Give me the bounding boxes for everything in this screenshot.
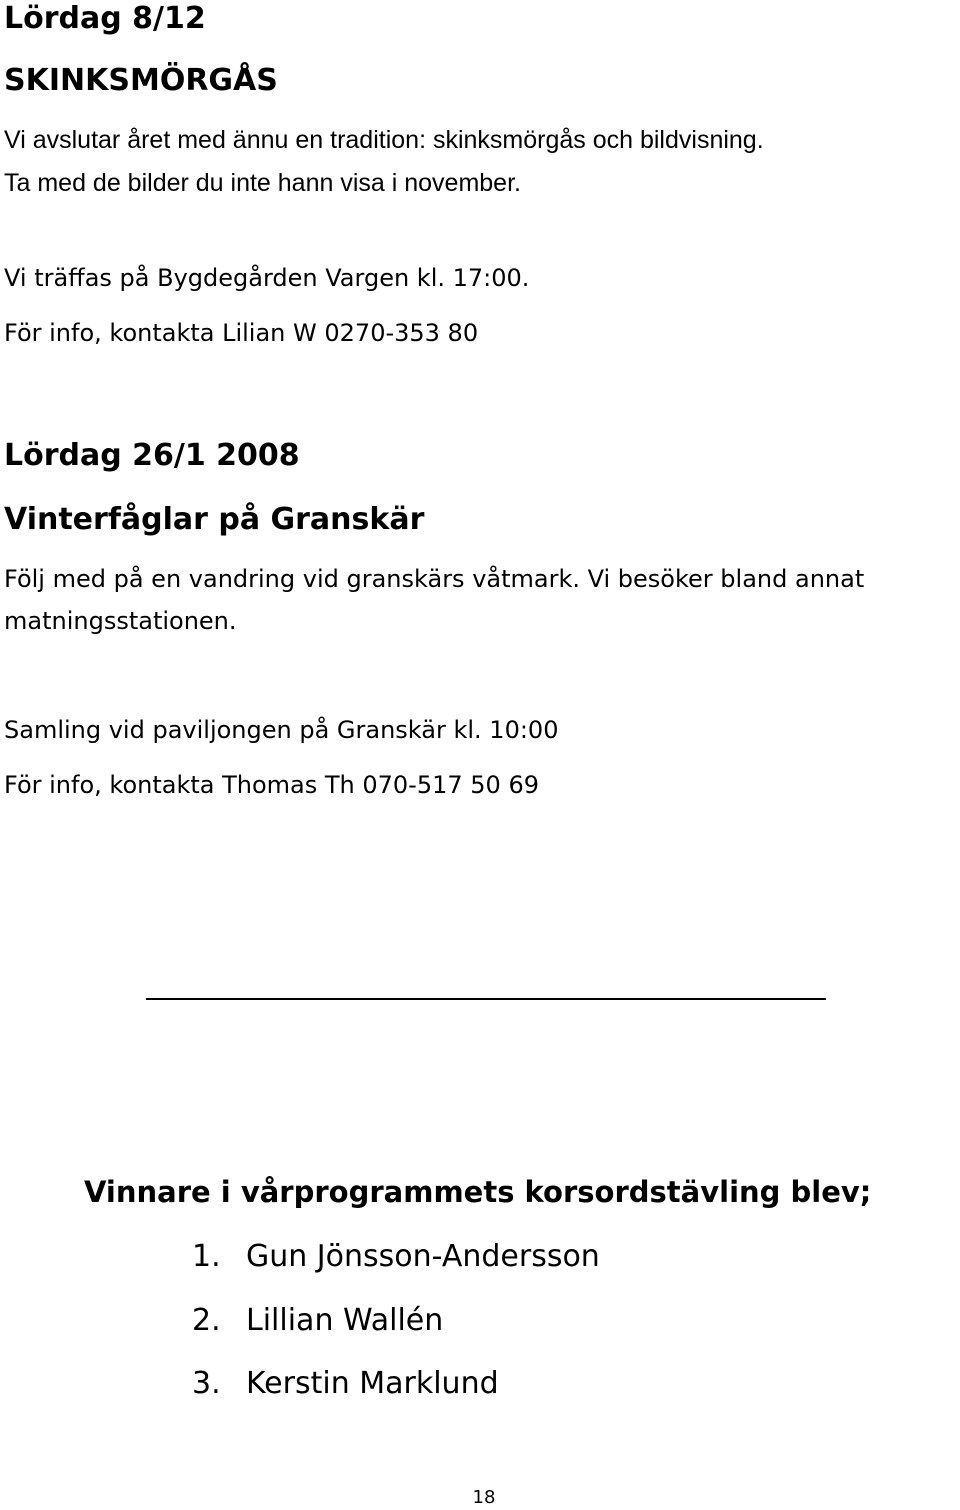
event1-meeting: Vi träffas på Bygdegården Vargen kl. 17:00.: [4, 264, 530, 292]
winner-name: Gun Jönsson-Andersson: [246, 1239, 600, 1274]
winner-number: 3.: [192, 1366, 221, 1401]
event1-contact: För info, kontakta Lilian W 0270-353 80: [4, 319, 479, 347]
winner-item: [192, 1239, 600, 1274]
winner-name: Lillian Wallén: [246, 1303, 444, 1338]
event1-date: Lördag 8/12: [4, 1, 206, 36]
event2-contact: För info, kontakta Thomas Th 070-517 50 69: [4, 771, 539, 799]
event2-title: Vinterfåglar på Granskär: [4, 502, 425, 537]
divider-rule: [146, 998, 826, 1000]
event2-date: Lördag 26/1 2008: [4, 438, 300, 473]
winners-title: Vinnare i vårprogrammets korsordstävling blev;: [84, 1175, 872, 1209]
page-number: 18: [472, 1487, 496, 1508]
winner-item: [192, 1366, 499, 1401]
winner-item: [192, 1303, 444, 1338]
event1-text-line2: Ta med de bilder du inte hann visa i november.: [4, 169, 521, 197]
event1-title: SKINKSMÖRGÅS: [4, 63, 278, 98]
event1-text-line1: Vi avslutar året med ännu en tradition: skinksmörgås och bildvisning.: [4, 126, 764, 154]
winner-name: Kerstin Marklund: [246, 1366, 499, 1401]
winner-number: 2.: [192, 1303, 221, 1338]
event2-text-line1: Följ med på en vandring vid granskärs våtmark. Vi besöker bland annat: [4, 565, 865, 593]
event2-text-line2: matningsstationen.: [4, 607, 237, 635]
winner-number: 1.: [192, 1239, 221, 1274]
event2-meeting: Samling vid paviljongen på Granskär kl. 10:00: [4, 716, 559, 744]
